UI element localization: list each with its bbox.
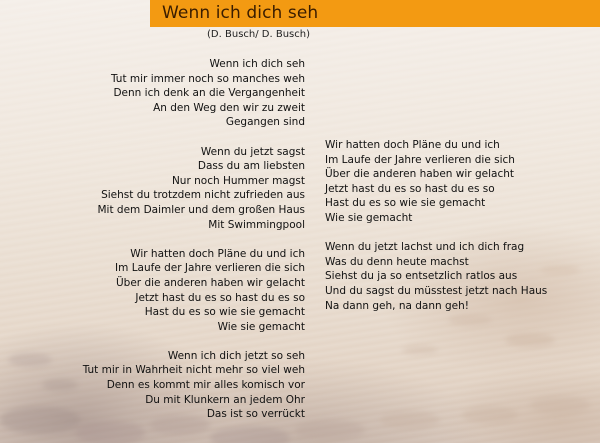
lyric-line: Denn ich denk an die Vergangenheit <box>113 87 305 100</box>
lyric-line: Wir hatten doch Pläne du und ich <box>325 139 500 151</box>
lyric-line: Jetzt hast du es so hast du es so <box>325 182 495 195</box>
song-authors: (D. Busch/ D. Busch) <box>207 29 310 40</box>
lyric-line: Nur noch Hummer magst <box>171 174 305 187</box>
lyric-line: Mit dem Daimler und dem großen Haus <box>97 203 305 216</box>
lyric-line: Über die anderen haben wir gelacht <box>116 276 305 289</box>
lyric-line: Tut mir immer noch so manches weh <box>110 72 305 85</box>
lyric-line: Wenn du jetzt sagst <box>200 145 305 158</box>
page-title: Wenn ich dich seh <box>162 3 319 23</box>
lyric-line: An den Weg den wir zu zweit <box>153 101 305 114</box>
lyric-line: Wenn ich dich jetzt so seh <box>167 349 305 362</box>
lyric-line: Wenn du jetzt lachst und ich dich frag <box>325 241 525 254</box>
lyric-line: Das ist so verrückt <box>206 408 305 421</box>
stanza <box>40 145 305 233</box>
lyric-line: Du mit Klunkern an jedem Ohr <box>145 393 305 406</box>
lyric-line: Gegangen sind <box>225 116 305 129</box>
lyric-line: Und du sagst du müsstest jetzt nach Haus <box>325 284 548 297</box>
lyric-line: Über die anderen haben wir gelacht <box>325 168 514 181</box>
lyric-line: Denn es kommt mir alles komisch vor <box>106 379 305 392</box>
stanza <box>40 349 305 422</box>
lyric-line: Wie sie gemacht <box>325 211 413 224</box>
lyric-line: Mit Swimmingpool <box>208 218 305 231</box>
lyric-line: Was du denn heute machst <box>325 255 469 268</box>
stanza <box>325 138 590 226</box>
lyrics-right-column <box>325 138 590 313</box>
stanza <box>40 247 305 335</box>
lyric-line: Im Laufe der Jahre verlieren die sich <box>325 153 515 166</box>
lyric-line: Siehst du trotzdem nicht zufrieden aus <box>101 189 305 202</box>
lyric-line: Na dann geh, na dann geh! <box>325 299 469 312</box>
lyric-line: Im Laufe der Jahre verlieren die sich <box>115 262 305 275</box>
stanza <box>325 240 590 313</box>
lyric-line: Hast du es so wie sie gemacht <box>325 197 486 210</box>
lyric-line: Tut mir in Wahrheit nicht mehr so viel weh <box>82 364 305 377</box>
lyric-line: Wir hatten doch Pläne du und ich <box>130 247 305 260</box>
lyric-line: Jetzt hast du es so hast du es so <box>135 291 305 304</box>
lyrics-left-column <box>40 57 305 422</box>
lyric-line: Wenn ich dich seh <box>209 58 305 70</box>
stanza <box>40 57 305 130</box>
lyric-line: Hast du es so wie sie gemacht <box>144 306 305 319</box>
lyric-line: Dass du am liebsten <box>197 160 305 173</box>
lyric-line: Wie sie gemacht <box>217 320 305 333</box>
lyric-line: Siehst du ja so entsetzlich ratlos aus <box>325 270 518 283</box>
